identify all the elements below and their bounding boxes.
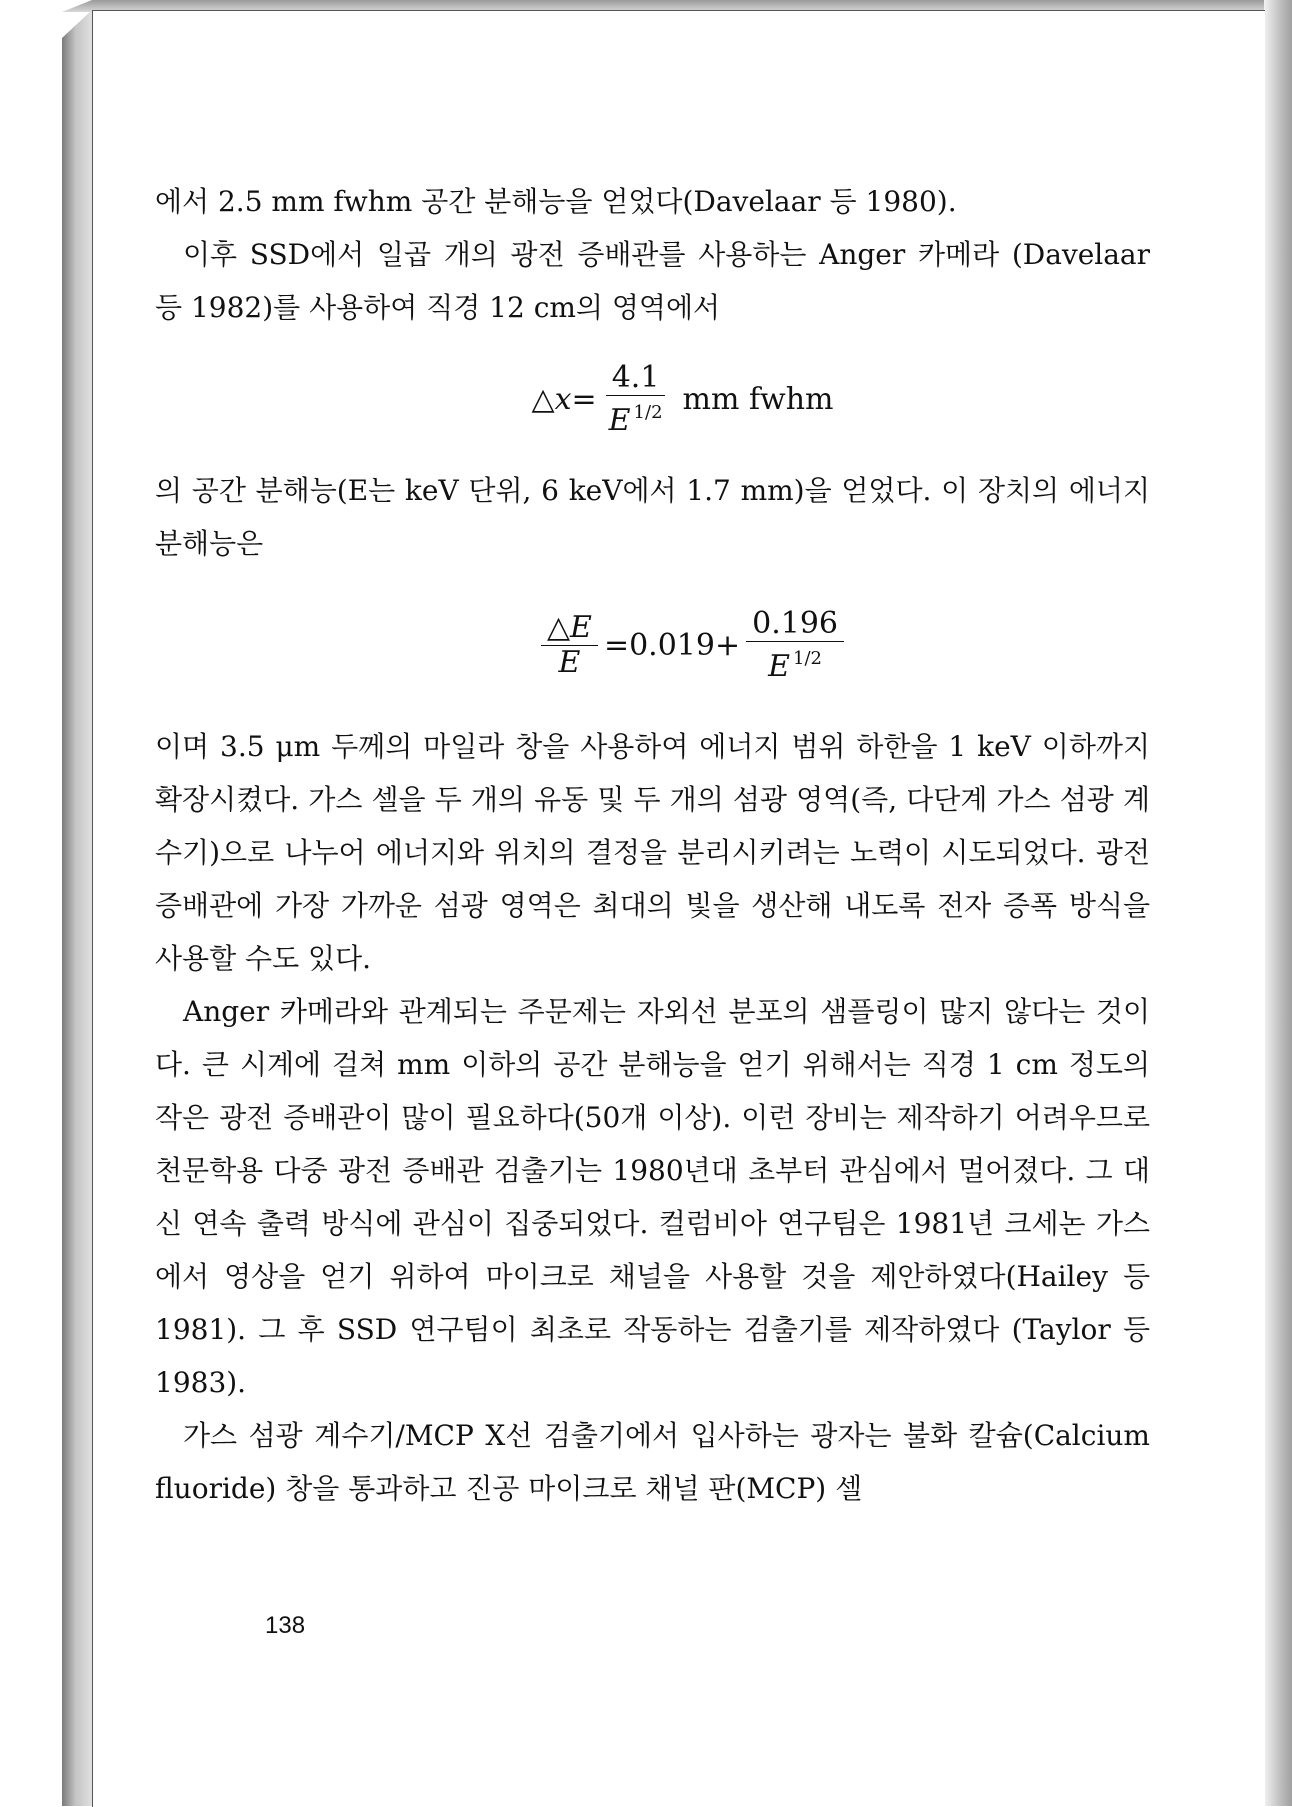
eq2-numerator: 0.196 — [746, 607, 844, 642]
equation-spatial-resolution — [155, 354, 1150, 444]
eq2-denominator-group — [762, 642, 828, 684]
book-spine-edge — [62, 10, 92, 1806]
eq1-denominator: E — [608, 402, 631, 438]
paragraph-5: Anger 카메라와 관계되는 주문제는 자외선 분포의 샘플링이 많지 않다는 것이다. 큰 시계에 걸쳐 mm 이하의 공간 분해능을 얻기 위해서는 직경 1 cm 정도의 작은 광전 증배관이 많이 필요하다(50개 이상). 이런 장비는 제작하기 어려우므로 천문학용 다중 광전 증배관 검출기는 1980년대 초부터 관심에서 멀어졌다. 그 대신 연속 출력 방식에 관심이 집중되었다. 컬럼비아 연구팀은 1981년 크세논 가스에서 영상을 얻기 위하여 마이크로 채널을 사용할 것을 제안하였다(Hailey 등 1981). 그 후 SSD 연구팀이 최초로 작동하는 검출기를 제작하였다 (Taylor 등 1983). — [155, 995, 1150, 1399]
book-right-edge — [1264, 0, 1292, 1806]
eq1-fraction — [603, 361, 669, 438]
paragraph-4: 이며 3.5 μm 두께의 마일라 창을 사용하여 에너지 범위 하한을 1 keV 이하까지 확장시켰다. 가스 셀을 두 개의 유동 및 두 개의 섬광 영역(즉, 다단계 가스 섬광 계수기)으로 나누어 에너지와 위치의 결정을 분리시키려는 노력이 시도되었다. 광전 증배관에 가장 가까운 섬광 영역은 최대의 빛을 생산해 내도록 전자 증폭 방식을 사용할 수도 있다. — [155, 730, 1150, 975]
page-content — [155, 175, 1150, 1515]
eq1-exponent: 1/2 — [633, 401, 663, 423]
eq2-rhs-fraction — [746, 607, 844, 684]
eq1-numerator: 4.1 — [606, 361, 666, 396]
paragraph-3: 의 공간 분해능(E는 keV 단위, 6 keV에서 1.7 mm)을 얻었다. 이 장치의 에너지 분해능은 — [155, 474, 1150, 560]
eq2-lhs-denominator: E — [558, 644, 581, 680]
paragraph-2: 이후 SSD에서 일곱 개의 광전 증배관를 사용하는 Anger 카메라 (Davelaar 등 1982)를 사용하여 직경 12 cm의 영역에서 — [155, 238, 1150, 324]
eq2-denominator: E — [768, 648, 791, 684]
eq2-exponent: 1/2 — [793, 647, 822, 669]
eq2-middle: =0.019+ — [603, 627, 741, 663]
paragraph-6: 가스 섬광 계수기/MCP X선 검출기에서 입사하는 광자는 불화 칼슘(Calcium fluoride) 창을 통과하고 진공 마이크로 채널 판(MCP) 셀 — [155, 1419, 1150, 1505]
page-number: 138 — [265, 1612, 306, 1639]
paragraph-1: 에서 2.5 mm fwhm 공간 분해능을 얻었다(Davelaar 등 1980). — [155, 185, 957, 218]
eq1-denominator-group — [603, 396, 669, 438]
eq2-lhs-fraction — [541, 611, 598, 680]
eq1-lhs: △x= — [531, 381, 597, 417]
equation-energy-resolution — [155, 590, 1150, 700]
eq1-unit: mm fwhm — [682, 381, 834, 417]
eq2-lhs-numerator: △E — [541, 611, 598, 646]
